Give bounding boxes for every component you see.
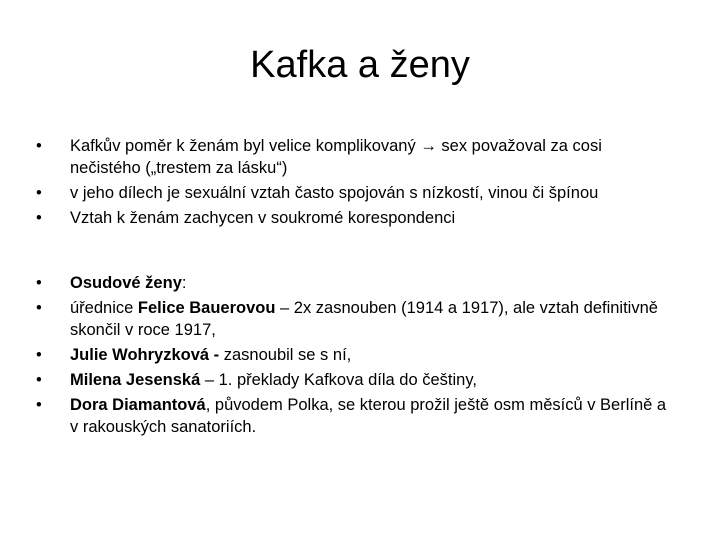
list-item	[34, 297, 674, 341]
item-bold-text: Dora Diamantová	[70, 396, 206, 414]
item-bold-text: Julie Wohryzková -	[70, 346, 224, 364]
item-bold-text: Osudové ženy	[70, 274, 182, 292]
item-text: Vztah k ženám zachycen v soukromé korespondenci	[70, 209, 456, 227]
item-bold-text: Milena Jesenská	[70, 371, 201, 389]
bullet-icon: •	[36, 209, 42, 227]
list-item	[34, 394, 674, 438]
item-text: , původem Polka, se kterou prožil ještě osm měsíců v Berlíně a v rakouských sanatoriích.	[70, 396, 667, 436]
bullet-icon: •	[36, 184, 42, 202]
item-text: – 1. překlady Kafkova díla do češtiny,	[200, 371, 477, 389]
bullet-icon: •	[36, 346, 42, 364]
list-item	[34, 182, 674, 204]
list-item	[34, 344, 674, 366]
arrow-icon: →	[420, 137, 437, 155]
item-text: :	[181, 274, 187, 292]
item-text: v jeho dílech je sexuální vztah často spojován s nízkostí, vinou či špínou	[70, 184, 599, 202]
bullet-list-women	[34, 272, 674, 441]
bullet-list-intro	[34, 135, 674, 232]
item-text: zasnoubil se s ní,	[223, 346, 352, 364]
item-text: – 2x zasnouben (1914 a 1917), ale vztah definitivně skončil v roce 1917,	[70, 299, 658, 339]
bullet-icon: •	[36, 274, 42, 292]
slide-title: Kafka a ženy	[250, 44, 470, 86]
list-item	[34, 207, 674, 229]
list-item	[34, 272, 674, 294]
item-text: Kafkův poměr k ženám byl velice komplikovaný	[70, 137, 421, 155]
bullet-icon: •	[36, 299, 42, 317]
bullet-icon: •	[36, 371, 42, 389]
list-item	[34, 369, 674, 391]
item-bold-text: Felice Bauerovou	[137, 299, 276, 317]
bullet-icon: •	[36, 137, 42, 155]
bullet-icon: •	[36, 396, 42, 414]
item-text: úřednice	[70, 299, 138, 317]
item-text: sex považoval za cosi nečistého („trestem za lásku“)	[70, 137, 602, 177]
list-item	[34, 135, 674, 179]
